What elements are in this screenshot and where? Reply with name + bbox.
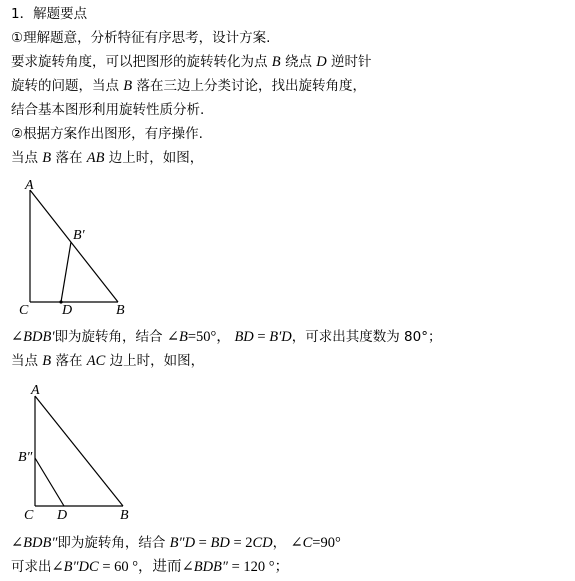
- fig2-side-ab: [35, 396, 123, 506]
- paragraph-5: ②根据方案作出图形，有序操作.: [11, 126, 203, 142]
- fig2-label-b: B: [120, 508, 129, 523]
- fig1-label-d: D: [62, 303, 73, 318]
- paragraph-1: ①理解题意，分析特征有序思考，设计方案.: [11, 30, 271, 46]
- paragraph-3: 旋转的问题，当点 B 落在三边上分类讨论，找出旋转角度，: [11, 78, 366, 94]
- fig1-label-b: B: [116, 303, 125, 318]
- line-11: 可求出∠B″DC = 60 °，进而∠BDB″ = 120 °；: [11, 559, 290, 575]
- fig1-label-c: C: [19, 303, 29, 318]
- fig2-label-c: C: [24, 508, 34, 523]
- fig2-segment-b-double-prime-d: [35, 458, 64, 506]
- case-2-text: 当点 B 落在 AC 边上时，如图，: [11, 353, 205, 369]
- fig1-label-a: A: [25, 178, 34, 193]
- paragraph-4: 结合基本图形利用旋转性质分析.: [11, 102, 205, 118]
- fig2-label-b-double-prime: B″: [18, 450, 33, 465]
- fig2-label-d: D: [57, 508, 68, 523]
- fig1-label-b-prime: B′: [73, 228, 85, 243]
- heading: 1．解题要点: [11, 6, 88, 22]
- paragraph-2: 要求旋转角度，可以把图形的旋转转化为点 B 绕点 D 逆时针: [11, 54, 372, 70]
- line-10: ∠BDB″即为旋转角，结合 B″D = BD = 2CD， ∠C=90°: [11, 535, 341, 551]
- case-1-text: 当点 B 落在 AB 边上时，如图，: [11, 150, 204, 166]
- line-8: ∠BDB′即为旋转角，结合 ∠B=50°， BD = B′D，可求出其度数为 80°；: [11, 329, 442, 345]
- fig2-label-a: A: [31, 383, 40, 398]
